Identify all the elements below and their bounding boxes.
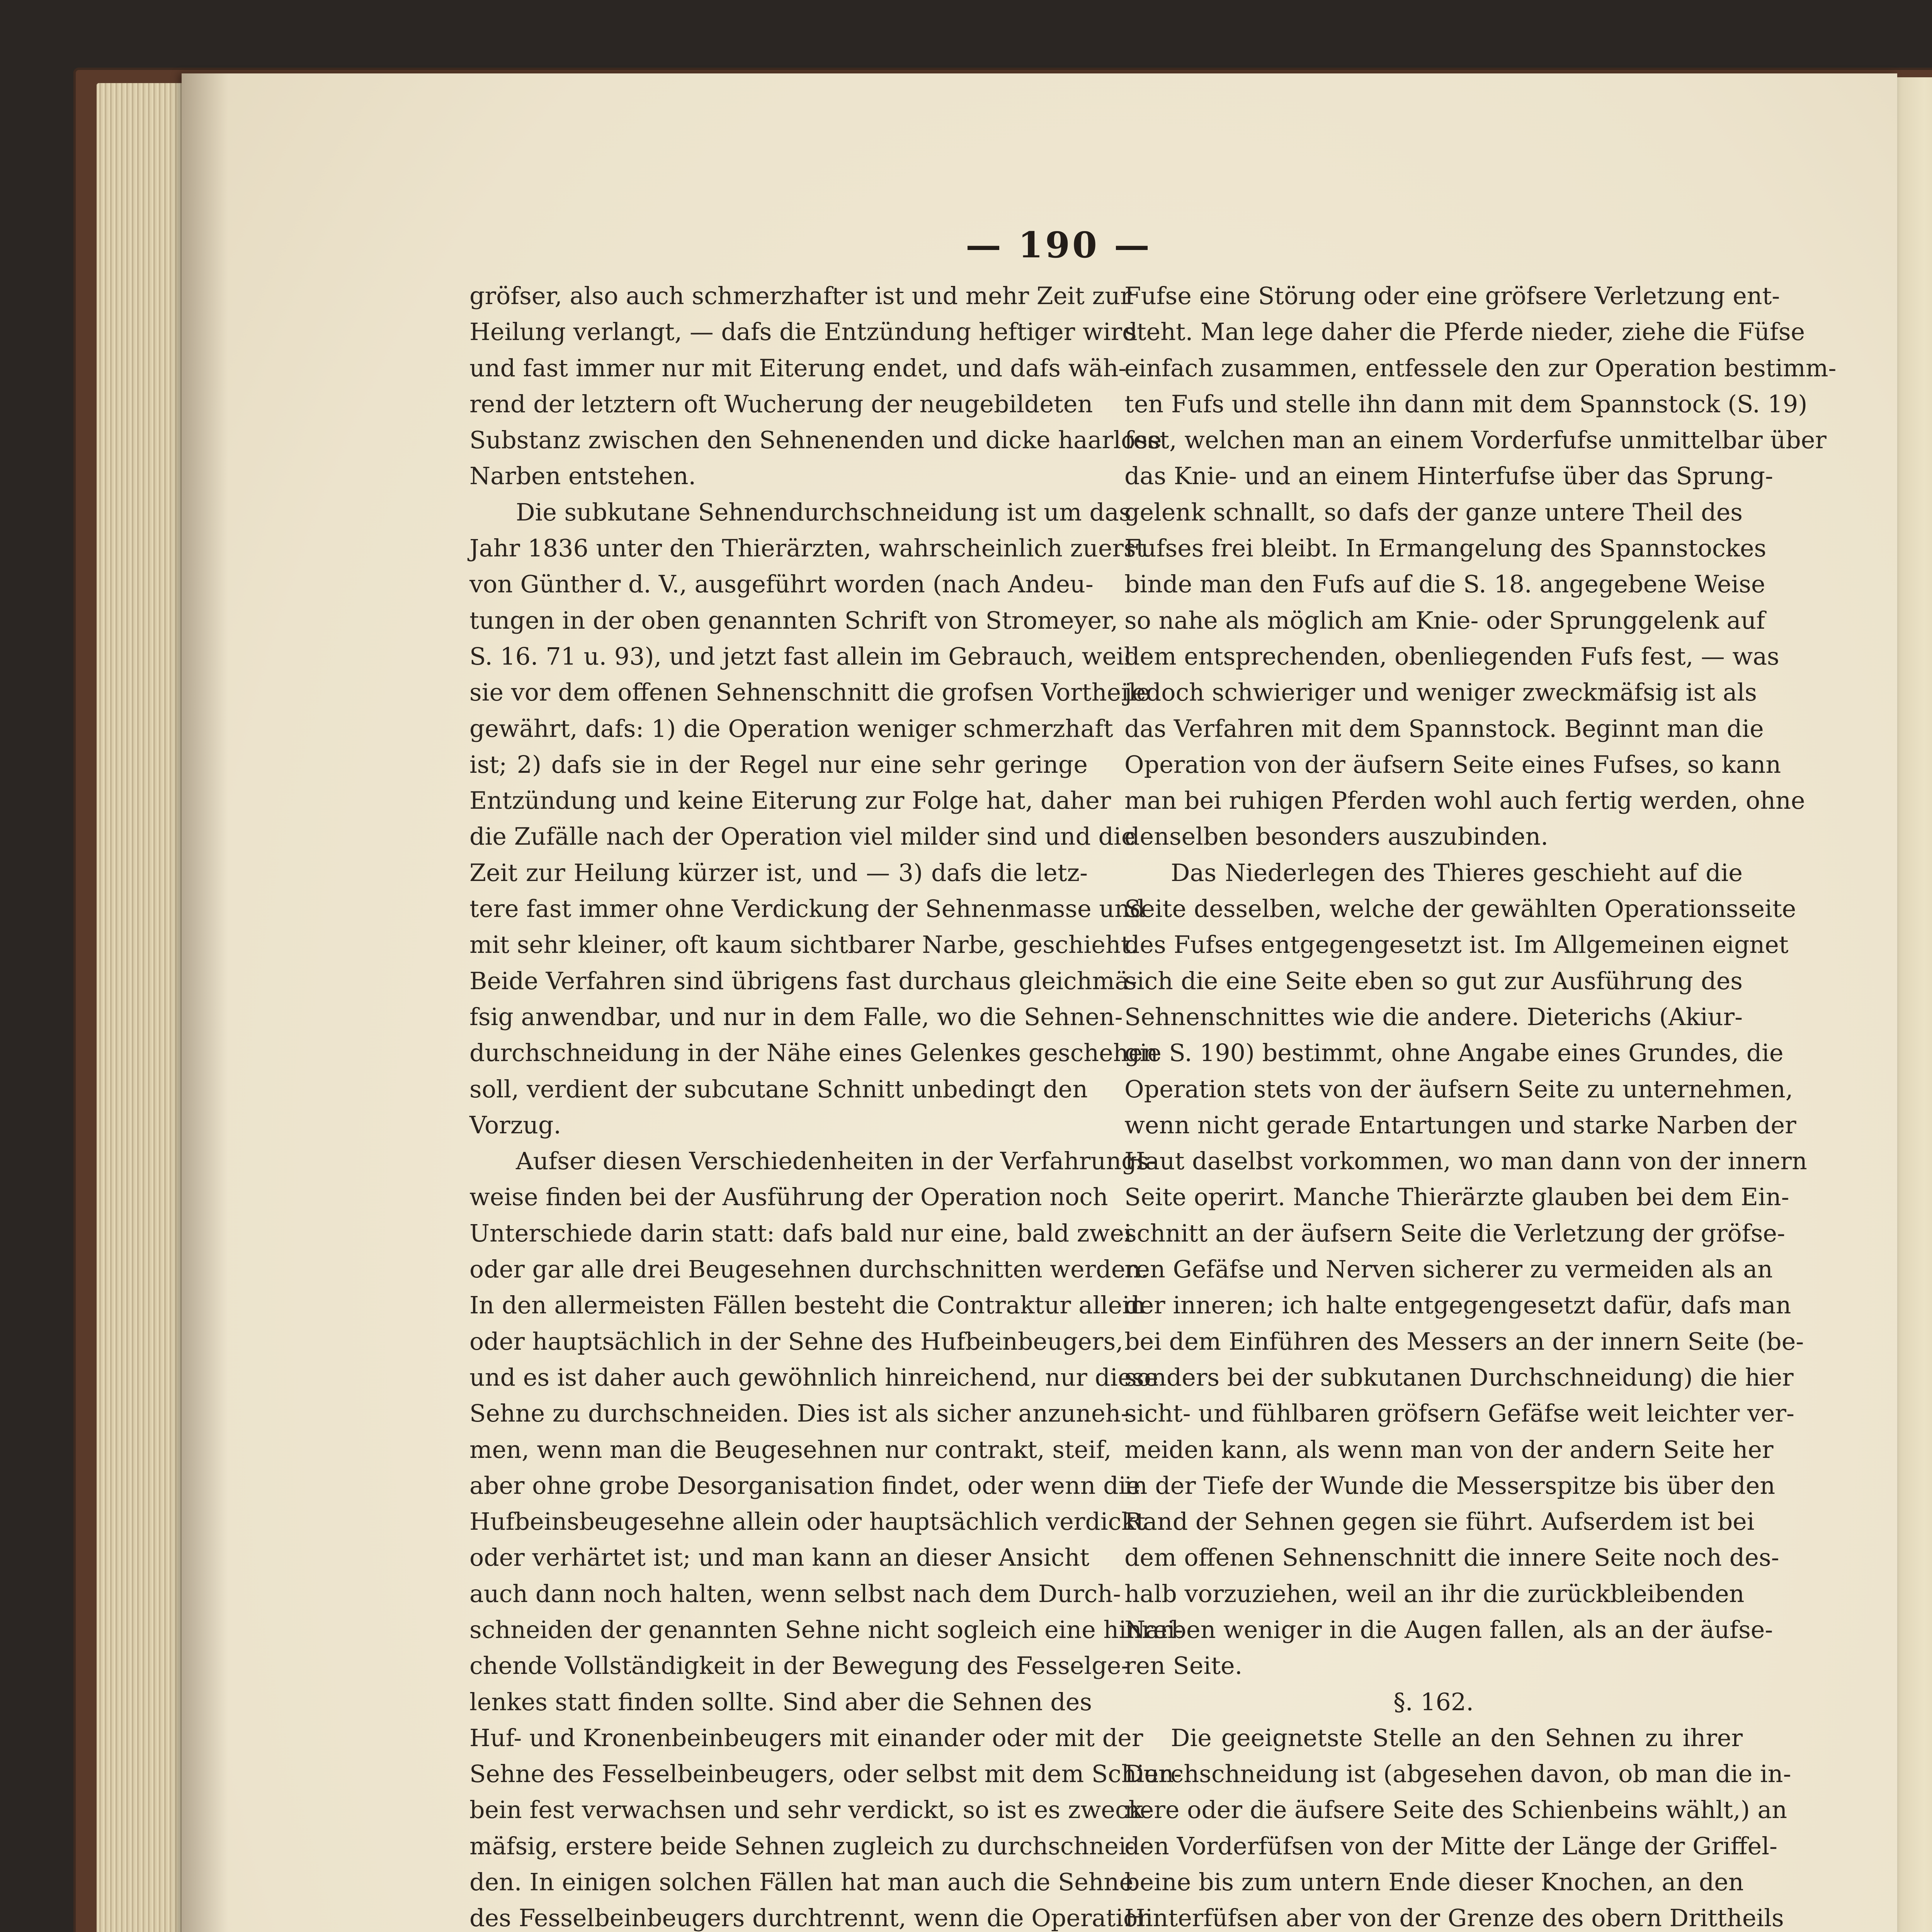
text-line: fest, welchen man an einem Vorderfufse unmittelbar über <box>1124 426 1827 454</box>
text-line: Sehne zu durchschneiden. Dies ist als sicher anzuneh- <box>469 1400 1129 1428</box>
text-line: Seite desselben, welche der gewählten Operationsseite <box>1124 895 1796 923</box>
text-line: Jahr 1836 unter den Thierärzten, wahrscheinlich zuerst <box>469 534 1146 563</box>
text-line: Seite operirt. Manche Thierärzte glauben bei dem Ein- <box>1124 1183 1789 1211</box>
text-line: binde man den Fufs auf die S. 18. angegebene Weise <box>1124 570 1765 599</box>
right-text-column <box>1124 278 1837 1932</box>
text-line: man bei ruhigen Pferden wohl auch fertig werden, ohne <box>1124 787 1805 815</box>
text-line: gewährt, dafs: 1) die Operation weniger schmerzhaft <box>469 714 1113 743</box>
text-line: wenn nicht gerade Entartungen und starke Narben der <box>1124 1111 1796 1139</box>
text-line: beine bis zum untern Ende dieser Knochen, an den <box>1124 1868 1744 1896</box>
text-line: denselben besonders auszubinden. <box>1124 823 1548 851</box>
text-line: ren Gefäfse und Nerven sicherer zu vermeiden als an <box>1124 1255 1773 1284</box>
text-line: gelenk schnallt, so dafs der ganze untere Theil des <box>1124 498 1743 526</box>
text-line: des Fufses entgegengesetzt ist. Im Allgemeinen eignet <box>1124 931 1789 959</box>
text-line: meiden kann, als wenn man von der andern Seite her <box>1124 1435 1774 1464</box>
text-line: oder gar alle drei Beugesehnen durchschnitten werden. <box>469 1255 1148 1284</box>
text-line: der inneren; ich halte entgegengesetzt dafür, dafs man <box>1124 1291 1791 1320</box>
text-line: dem offenen Sehnenschnitt die innere Seite noch des- <box>1124 1544 1779 1572</box>
text-line: Haut daselbst vorkommen, wo man dann von der innern <box>1124 1147 1807 1175</box>
text-line: Unterschiede darin statt: dafs bald nur eine, bald zwei <box>469 1219 1132 1247</box>
text-line: gie S. 190) bestimmt, ohne Angabe eines Grundes, die <box>1124 1039 1784 1067</box>
text-line: Sehne des Fesselbeinbeugers, oder selbst mit dem Schien- <box>469 1760 1182 1788</box>
text-line: ist; 2) dafs sie in der Regel nur eine sehr geringe <box>469 750 1088 779</box>
text-line: Fufse eine Störung oder eine gröfsere Verletzung ent- <box>1124 282 1780 310</box>
left-text-column <box>469 278 1183 1932</box>
text-line: Die geeignetste Stelle an den Sehnen zu ihrer <box>1171 1724 1743 1752</box>
text-line: durchschneidung in der Nähe eines Gelenkes geschehen <box>469 1039 1158 1067</box>
text-line: jedoch schwieriger und weniger zweckmäfsig ist als <box>1124 679 1757 707</box>
text-line: von Günther d. V., ausgeführt worden (nach Andeu- <box>469 570 1094 599</box>
text-line: halb vorzuziehen, weil an ihr die zurückbleibenden <box>1124 1580 1745 1608</box>
text-line: oder verhärtet ist; und man kann an dieser Ansicht <box>469 1544 1090 1572</box>
text-line: Operation von der äufsern Seite eines Fufses, so kann <box>1124 750 1781 779</box>
text-line: so nahe als möglich am Knie- oder Sprunggelenk auf <box>1124 606 1765 634</box>
text-line: ten Fufs und stelle ihn dann mit dem Spannstock (S. 19) <box>1124 390 1808 418</box>
text-line: sie vor dem offenen Sehnenschnitt die grofsen Vortheile <box>469 679 1151 707</box>
gutter-shadow <box>182 73 228 1932</box>
text-line: Narben entstehen. <box>469 462 696 490</box>
text-line: steht. Man lege daher die Pferde nieder, ziehe die Füfse <box>1124 318 1805 346</box>
text-line: Huf- und Kronenbeinbeugers mit einander oder mit der <box>469 1724 1143 1752</box>
text-line: mäfsig, erstere beide Sehnen zugleich zu durchschnei- <box>469 1832 1134 1860</box>
text-line: sonders bei der subkutanen Durchschneidung) die hier <box>1124 1363 1794 1391</box>
text-line: Durchschneidung ist (abgesehen davon, ob man die in- <box>1124 1760 1791 1788</box>
text-line: Heilung verlangt, — dafs die Entzündung heftiger wird <box>469 318 1138 346</box>
text-line: und fast immer nur mit Eiterung endet, und dafs wäh- <box>469 354 1127 382</box>
text-line: den Vorderfüfsen von der Mitte der Länge der Griffel- <box>1124 1832 1777 1860</box>
text-line: Narben weniger in die Augen fallen, als an der äufse- <box>1124 1616 1773 1644</box>
text-line: bein fest verwachsen und sehr verdickt, so ist es zweck- <box>469 1796 1151 1824</box>
text-line: Hinterfüfsen aber von der Grenze des obern Drittheils <box>1124 1904 1784 1932</box>
text-line: tere fast immer ohne Verdickung der Sehnenmasse und <box>469 895 1145 923</box>
page-number: — 190 — <box>965 224 1152 266</box>
text-line: Operation stets von der äufsern Seite zu unternehmen, <box>1124 1075 1793 1103</box>
page-edges <box>97 83 185 1932</box>
text-line: und es ist daher auch gewöhnlich hinreichend, nur diese <box>469 1363 1158 1391</box>
text-line: Das Niederlegen des Thieres geschieht auf die <box>1171 859 1743 887</box>
text-line: fsig anwendbar, und nur in dem Falle, wo die Sehnen- <box>469 1003 1123 1031</box>
text-line: Substanz zwischen den Sehnenenden und dicke haarlose <box>469 426 1162 454</box>
text-line: einfach zusammen, entfessele den zur Operation bestimm- <box>1124 354 1837 382</box>
text-line: weise finden bei der Ausführung der Operation noch <box>469 1183 1108 1211</box>
text-line: Zeit zur Heilung kürzer ist, und — 3) dafs die letz- <box>469 859 1088 887</box>
text-line: Sehnenschnittes wie die andere. Dieterichs (Akiur- <box>1124 1003 1743 1031</box>
text-line: S. 16. 71 u. 93), und jetzt fast allein im Gebrauch, weil <box>469 642 1132 670</box>
text-line: das Verfahren mit dem Spannstock. Beginnt man die <box>1124 714 1764 743</box>
section-heading: §. 162. <box>1393 1688 1474 1716</box>
text-line: bei dem Einführen des Messers an der innern Seite (be- <box>1124 1327 1804 1355</box>
text-line: In den allermeisten Fällen besteht die Contraktur allein <box>469 1291 1145 1320</box>
text-line: des Fesselbeinbeugers durchtrennt, wenn die Operation <box>469 1904 1153 1932</box>
text-line: Entzündung und keine Eiterung zur Folge hat, daher <box>469 787 1111 815</box>
text-line: Hufbeinsbeugesehne allein oder hauptsächlich verdickt <box>469 1508 1146 1536</box>
text-line: lenkes statt finden sollte. Sind aber die Sehnen des <box>469 1688 1092 1716</box>
text-line: sich die eine Seite eben so gut zur Ausführung des <box>1124 967 1743 995</box>
text-line: men, wenn man die Beugesehnen nur contrakt, steif, <box>469 1435 1112 1464</box>
text-line: auch dann noch halten, wenn selbst nach dem Durch- <box>469 1580 1121 1608</box>
text-line: Vorzug. <box>469 1111 561 1139</box>
text-line: Die subkutane Sehnendurchschneidung ist um das <box>516 498 1131 526</box>
text-line: chende Vollständigkeit in der Bewegung des Fesselge- <box>469 1652 1129 1680</box>
text-line: oder hauptsächlich in der Sehne des Hufbeinbeugers, <box>469 1327 1123 1355</box>
text-line: die Zufälle nach der Operation viel milder sind und die <box>469 823 1136 851</box>
text-line: aber ohne grobe Desorganisation findet, oder wenn die <box>469 1471 1140 1500</box>
text-line: Beide Verfahren sind übrigens fast durchaus gleichmä- <box>469 967 1137 995</box>
text-line: Fufses frei bleibt. In Ermangelung des Spannstockes <box>1124 534 1767 563</box>
text-line: Aufser diesen Verschiedenheiten in der Verfahrungs- <box>516 1147 1157 1175</box>
text-line: Rand der Sehnen gegen sie führt. Aufserdem ist bei <box>1124 1508 1755 1536</box>
text-line: ren Seite. <box>1124 1652 1243 1680</box>
text-line: in der Tiefe der Wunde die Messerspitze bis über den <box>1124 1471 1776 1500</box>
text-line: soll, verdient der subcutane Schnitt unbedingt den <box>469 1075 1088 1103</box>
text-line: mit sehr kleiner, oft kaum sichtbarer Narbe, geschieht. <box>469 931 1138 959</box>
text-line: dem entsprechenden, obenliegenden Fufs fest, — was <box>1124 642 1779 670</box>
text-line: tungen in der oben genannten Schrift von Stromeyer, <box>469 606 1118 634</box>
text-line: nere oder die äufsere Seite des Schienbeins wählt,) an <box>1124 1796 1787 1824</box>
text-line: das Knie- und an einem Hinterfufse über das Sprung- <box>1124 462 1773 490</box>
text-line: gröfser, also auch schmerzhafter ist und mehr Zeit zur <box>469 282 1132 310</box>
text-line: schneiden der genannten Sehne nicht sogleich eine hinrei- <box>469 1616 1183 1644</box>
text-line: sicht- und fühlbaren gröfsern Gefäfse weit leichter ver- <box>1124 1400 1794 1428</box>
text-line: rend der letztern oft Wucherung der neugebildeten <box>469 390 1093 418</box>
text-line: schnitt an der äufsern Seite die Verletzung der gröfse- <box>1124 1219 1785 1247</box>
text-line: den. In einigen solchen Fällen hat man auch die Sehne <box>469 1868 1134 1896</box>
